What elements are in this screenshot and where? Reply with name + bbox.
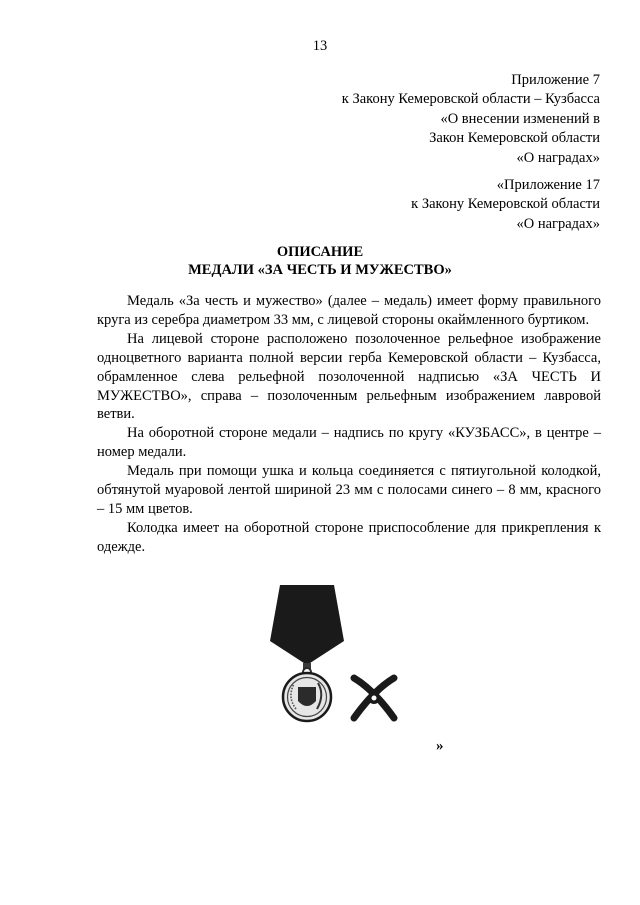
paragraph: На лицевой стороне расположено позолоченное рельефное изображение одноцветного варианта полной версии герба Кемеровской области – Кузбасса, обрамленное слева рельефной позолоченной надписью «ЗА ЧЕСТЬ И МУЖЕСТВО», справа – позолоченным рельефным изображением лавровой ветви.: [97, 330, 601, 423]
appendix-reference: [411, 176, 600, 234]
paragraph: Колодка имеет на оборотной стороне приспособление для прикрепления к одежде.: [97, 519, 601, 555]
page-number: 13: [312, 38, 328, 54]
appendix-header: [342, 71, 600, 168]
appendix-header-line: Приложение 7: [511, 72, 600, 88]
description-body: [97, 292, 601, 557]
paragraph: Медаль при помощи ушка и кольца соединяется с пятиугольной колодкой, обтянутой муаровой лентой шириной 23 мм с полосами синего – 8 мм, красного – 15 мм цветов.: [97, 463, 601, 517]
appendix-reference-line: к Закону Кемеровской области: [411, 196, 600, 213]
appendix-header-line: «О наградах»: [516, 149, 600, 166]
fastener-hole: [372, 696, 377, 701]
paragraph: Медаль «За честь и мужество» (далее – медаль) имеет форму правильного круга из серебра диаметром 33 мм, с лицевой стороны окаймленного буртиком.: [97, 293, 601, 328]
title-line-2: МЕДАЛИ «ЗА ЧЕСТЬ И МУЖЕСТВО»: [188, 262, 452, 278]
appendix-header-line: к Закону Кемеровской области – Кузбасса: [341, 91, 600, 108]
coat-of-arms: [298, 687, 316, 706]
appendix-reference-line: «Приложение 17: [496, 177, 600, 193]
medal-reverse-image: [346, 670, 402, 726]
paragraph: На оборотной стороне медали – надпись по кругу «КУЗБАСС», в центре – номер медали.: [97, 425, 601, 461]
medal-front-image: [262, 583, 352, 723]
appendix-header-line: «О внесении изменений в: [440, 110, 600, 127]
ribbon-block: [270, 585, 344, 665]
appendix-reference-line: «О наградах»: [516, 215, 600, 232]
title-line-1: ОПИСАНИЕ: [276, 244, 364, 260]
closing-quote: »: [436, 738, 444, 754]
appendix-header-line: Закон Кемеровской области: [429, 130, 600, 147]
document-title: [0, 243, 640, 279]
